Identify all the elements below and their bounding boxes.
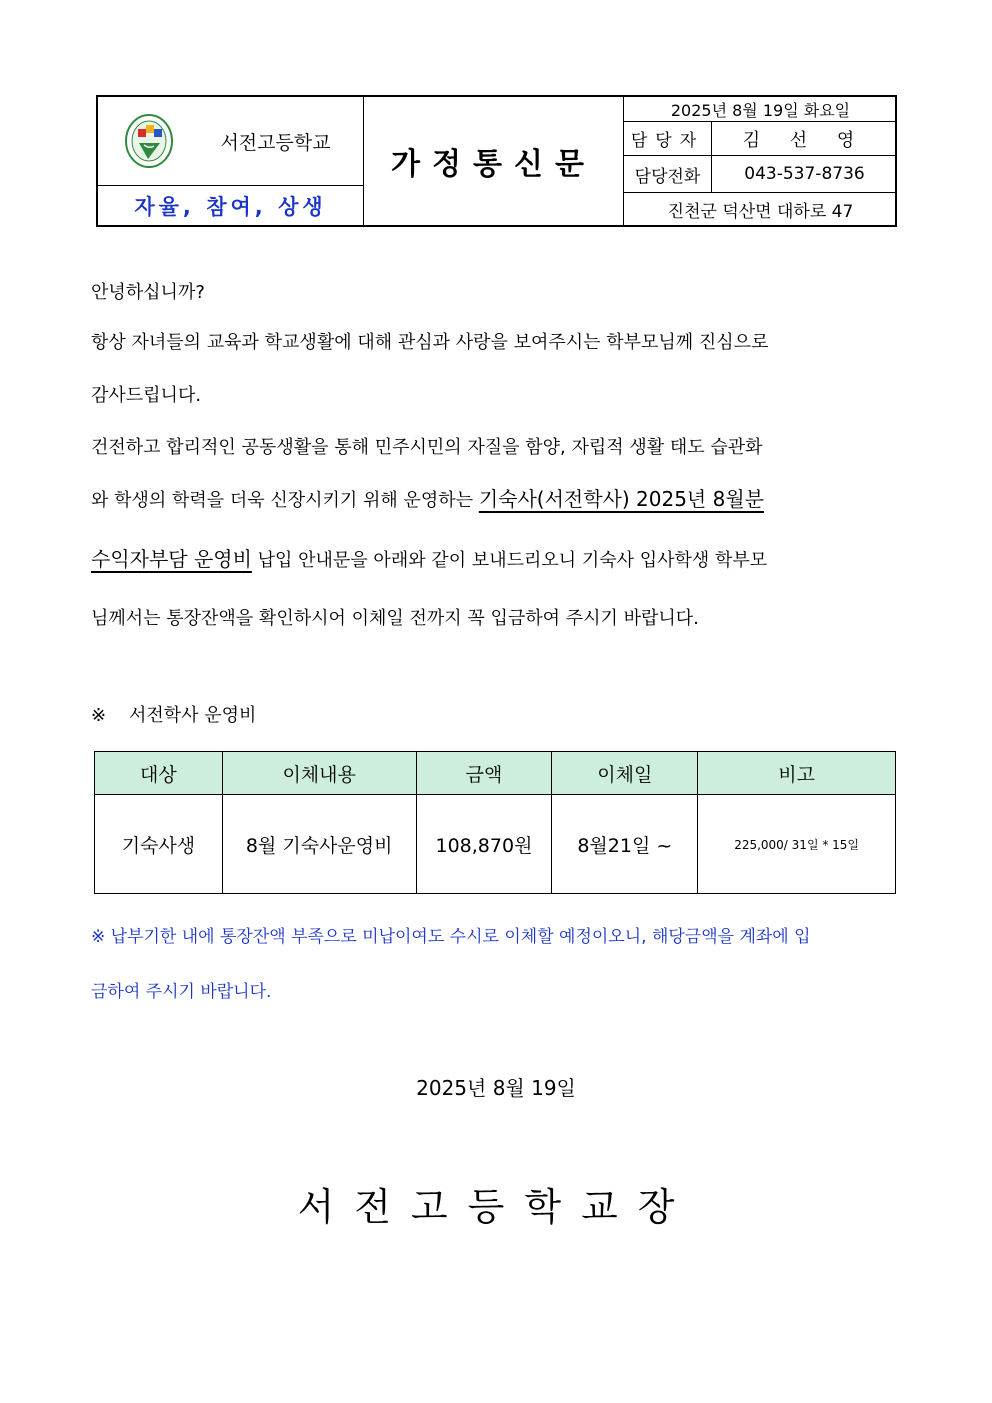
paragraph-2-line-2-text: 와 학생의 학력을 더욱 신장시키기 위해 운영하는 [91,490,474,511]
school-motto: 자율, 참여, 상생 [134,194,327,219]
header-transfer-date: 이체일 [552,752,698,795]
header-description: 이체내용 [222,752,416,795]
cell-description: 8월 기숙사운영비 [222,795,416,894]
table-row [95,795,896,894]
fee-table [94,751,896,894]
phone-label: 담당전화 [634,166,701,187]
cell-amount: 108,870원 [416,795,552,894]
note-line-2: 금하여 주시기 바랍니다. [91,982,272,1002]
paragraph-2-line-4: 님께서는 통장잔액을 확인하시어 이체일 전까지 꼭 입금하여 주시기 바랍니다. [91,608,699,629]
paragraph-2-line-3 [91,547,767,573]
header-box [96,95,897,227]
paragraph-1-line-1: 항상 자녀들의 교육과 학교생활에 대해 관심과 사랑을 보여주시는 학부모님께 진심으로 [91,332,769,353]
school-name: 서전고등학교 [220,131,331,154]
operating-fee-highlight: 수익자부담 운영비 [91,547,252,571]
header-target: 대상 [95,752,223,795]
contact-label: 담당자 [630,131,705,151]
footer-date: 2025년 8월 19일 [416,1076,576,1100]
paragraph-2-line-1: 건전하고 합리적인 공동생활을 통해 민주시민의 자질을 함양, 자립적 생활 태도 습관화 [91,437,763,458]
school-logo-icon [124,113,174,169]
cell-target: 기숙사생 [95,795,223,894]
principal-signature: 서전고등학교장 [297,1185,695,1229]
reference-mark: ※ [91,705,107,726]
greeting: 안녕하십니까? [91,282,205,303]
paragraph-2-line-3-text: 납입 안내문을 아래와 같이 보내드리오니 기숙사 입사학생 학부모 [257,550,768,571]
phone-number: 043-537-8736 [744,164,865,184]
cell-transfer-date: 8월21일 ~ [552,795,698,894]
note-line-1: ※ 납부기한 내에 통장잔액 부족으로 미납이여도 수시로 이체할 예정이오니, 해당금액을 계좌에 입 [91,927,811,947]
dormitory-fee-highlight: 기숙사(서전학사) 2025년 8월분 [478,487,764,511]
section-heading [91,704,256,728]
school-address: 진천군 덕산면 대하로 47 [667,201,854,222]
contact-name: 김 선 영 [742,129,867,151]
paragraph-1-line-2: 감사드립니다. [91,385,202,406]
issue-date: 2025년 8월 19일 화요일 [670,100,851,120]
header-remarks: 비고 [698,752,896,795]
fee-table-header-row [95,752,896,795]
cell-remarks: 225,000/ 31일 * 15일 [698,795,896,894]
paragraph-2-line-2 [91,487,764,513]
section-title: 서전학사 운영비 [128,705,257,726]
header-amount: 금액 [416,752,552,795]
document-title: 가정통신문 [391,147,596,182]
